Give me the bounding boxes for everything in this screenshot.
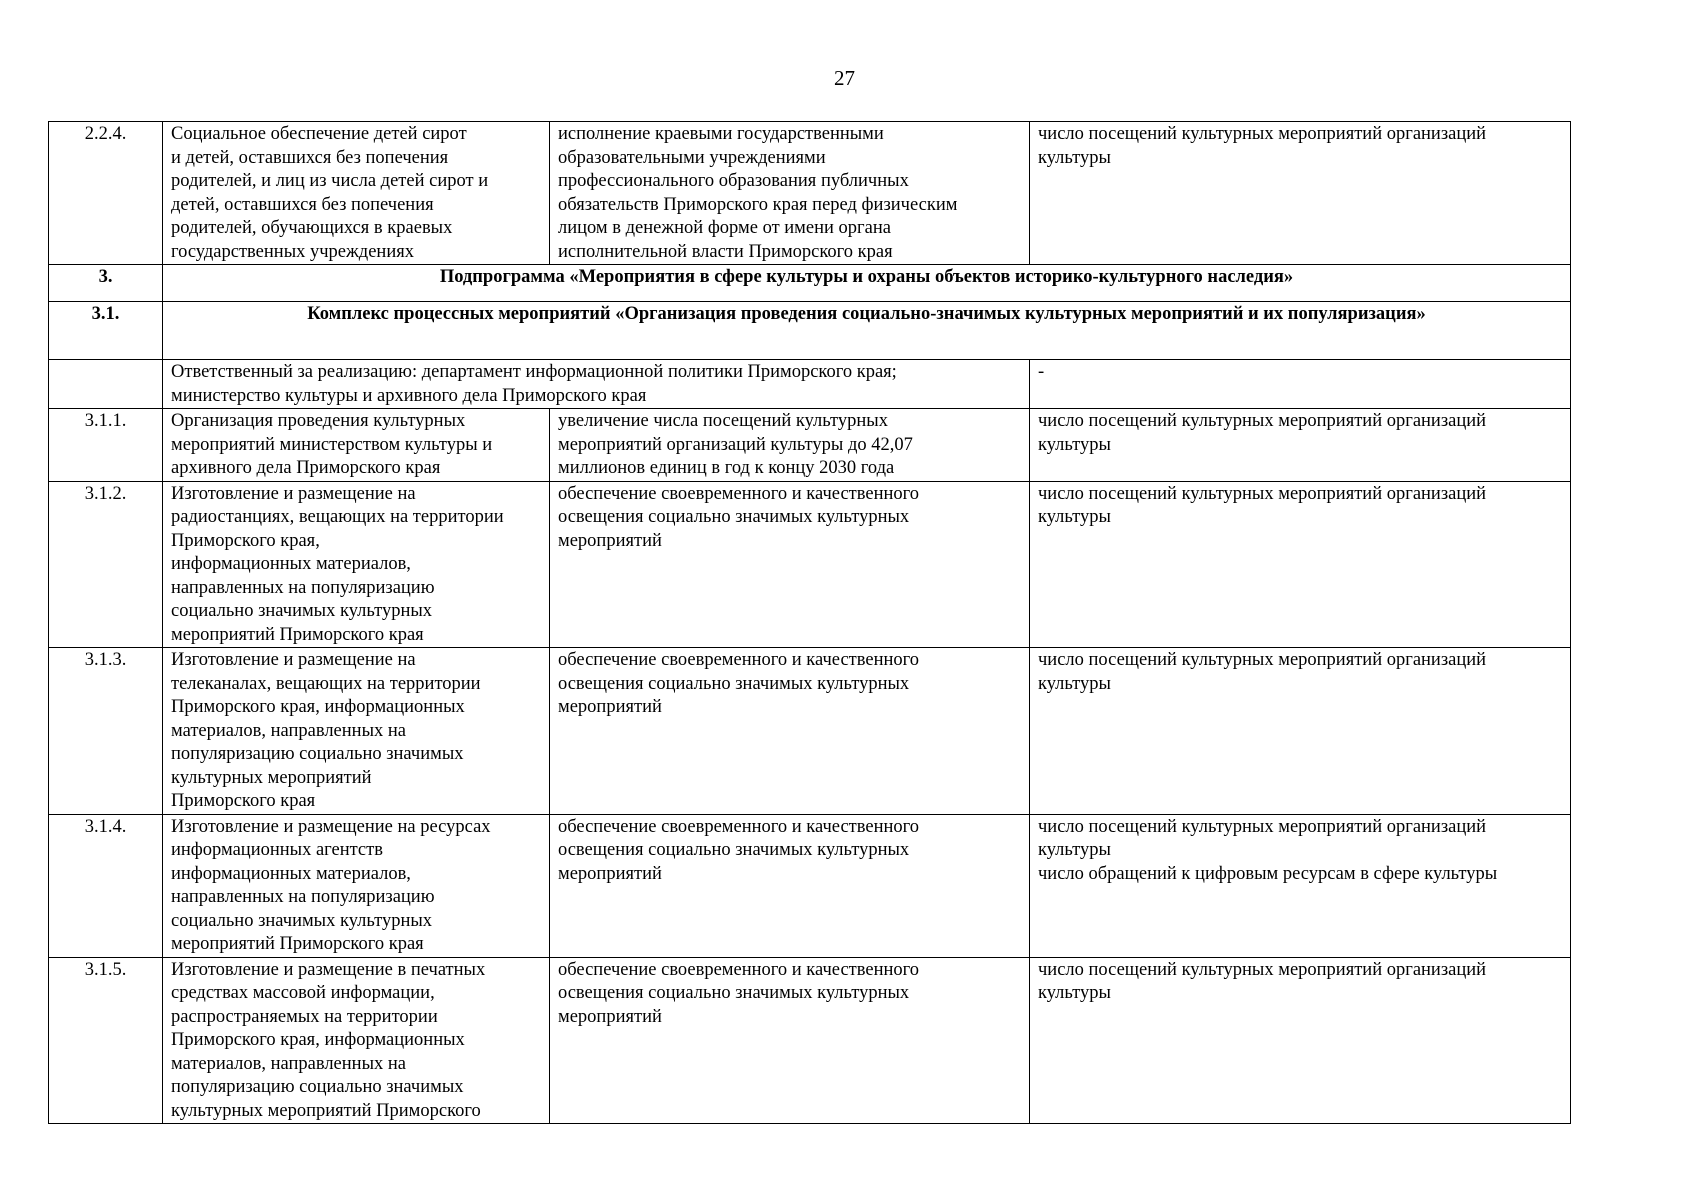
event-indicator: число посещений культурных мероприятий организаций культуры xyxy=(1030,957,1571,1124)
responsible-row xyxy=(49,360,1571,409)
subprogram-number: 3. xyxy=(49,265,163,302)
table-row xyxy=(49,648,1571,815)
complex-row xyxy=(49,302,1571,360)
subprogram-row xyxy=(49,265,1571,302)
event-name: Изготовление и размещение на ресурсах информационных агентств информационных материалов, направленных на популяризацию социально значимых культурных мероприятий Приморского края xyxy=(163,814,550,957)
row-number: 2.2.4. xyxy=(49,122,163,265)
table-row xyxy=(49,481,1571,648)
event-indicator: число посещений культурных мероприятий организаций культуры xyxy=(1030,409,1571,482)
event-name: Социальное обеспечение детей сирот и детей, оставшихся без попечения родителей, и лиц из числа детей сирот и детей, оставшихся без попечения родителей, обучающихся в краевых государственных учреждениях xyxy=(163,122,550,265)
row-number: 3.1.3. xyxy=(49,648,163,815)
table-row xyxy=(49,409,1571,482)
event-task: обеспечение своевременного и качественного освещения социально значимых культурных мероприятий xyxy=(550,957,1030,1124)
responsible-number-cell xyxy=(49,360,163,409)
event-name: Изготовление и размещение на радиостанциях, вещающих на территории Приморского края, информационных материалов, направленных на популяризацию социально значимых культурных мероприятий Приморского края xyxy=(163,481,550,648)
event-indicator: число посещений культурных мероприятий организаций культуры xyxy=(1030,481,1571,648)
responsible-text: Ответственный за реализацию: департамент информационной политики Приморского края; министерство культуры и архивного дела Приморского края xyxy=(163,360,1030,409)
responsible-indicator: - xyxy=(1030,360,1571,409)
subprogram-title: Подпрограмма «Мероприятия в сфере культуры и охраны объектов историко-культурного наследия» xyxy=(163,265,1571,302)
event-name: Изготовление и размещение в печатных средствах массовой информации, распространяемых на территории Приморского края, информационных материалов, направленных на популяризацию социально значимых культурных мероприятий Приморского xyxy=(163,957,550,1124)
page-number: 27 xyxy=(834,66,855,90)
event-task: исполнение краевыми государственными образовательными учреждениями профессионального образования публичных обязательств Приморского края перед физическим лицом в денежной форме от имени органа исполнительной власти Приморского края xyxy=(550,122,1030,265)
event-indicator: число посещений культурных мероприятий организаций культуры xyxy=(1030,648,1571,815)
event-task: увеличение числа посещений культурных мероприятий организаций культуры до 42,07 миллионов единиц в год к концу 2030 года xyxy=(550,409,1030,482)
complex-title: Комплекс процессных мероприятий «Организация проведения социально-значимых культурных мероприятий и их популяризация» xyxy=(163,302,1571,360)
program-table xyxy=(48,121,1571,1124)
row-number: 3.1.5. xyxy=(49,957,163,1124)
event-name: Организация проведения культурных мероприятий министерством культуры и архивного дела Приморского края xyxy=(163,409,550,482)
row-number: 3.1.4. xyxy=(49,814,163,957)
event-task: обеспечение своевременного и качественного освещения социально значимых культурных мероприятий xyxy=(550,481,1030,648)
row-number: 3.1.1. xyxy=(49,409,163,482)
table-row xyxy=(49,814,1571,957)
event-name: Изготовление и размещение на телеканалах, вещающих на территории Приморского края, информационных материалов, направленных на популяризацию социально значимых культурных мероприятий Приморского края xyxy=(163,648,550,815)
event-task: обеспечение своевременного и качественного освещения социально значимых культурных мероприятий xyxy=(550,648,1030,815)
event-indicator: число посещений культурных мероприятий организаций культуры число обращений к цифровым ресурсам в сфере культуры xyxy=(1030,814,1571,957)
event-task: обеспечение своевременного и качественного освещения социально значимых культурных мероприятий xyxy=(550,814,1030,957)
row-number: 3.1.2. xyxy=(49,481,163,648)
complex-number: 3.1. xyxy=(49,302,163,360)
table-row xyxy=(49,122,1571,265)
table-row xyxy=(49,957,1571,1124)
event-indicator: число посещений культурных мероприятий организаций культуры xyxy=(1030,122,1571,265)
